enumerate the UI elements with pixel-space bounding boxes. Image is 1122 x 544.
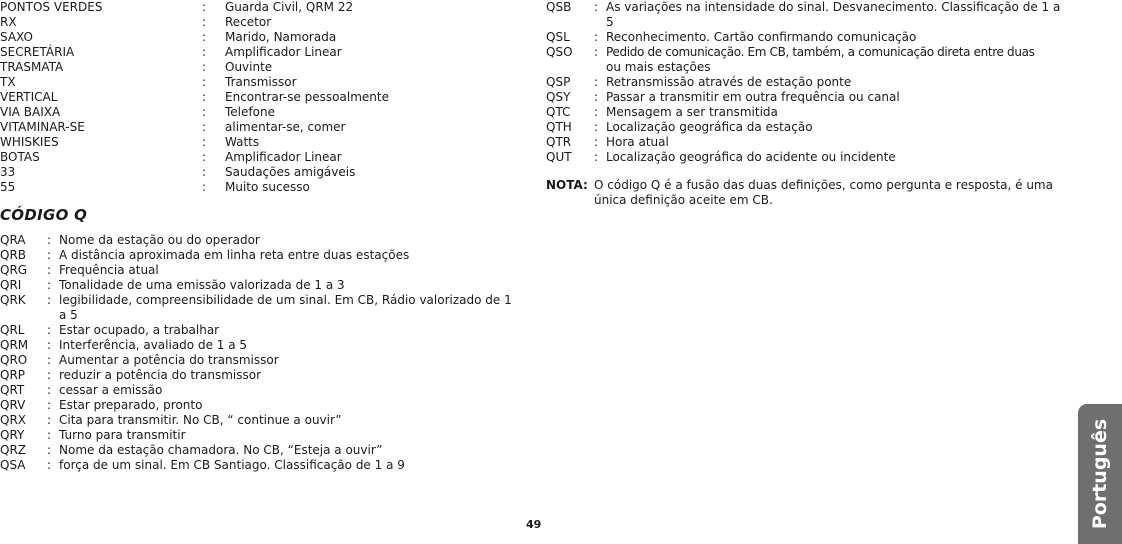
glossary-definition: Telefone xyxy=(225,105,275,119)
glossary-term: 33 xyxy=(0,165,16,179)
separator: : xyxy=(202,0,207,14)
language-label: Português xyxy=(1089,418,1111,530)
q-code-definition: Interferência, avaliado de 1 a 5 xyxy=(59,338,248,352)
q-code-definition: Cita para transmitir. No CB, “ continue a ouvir” xyxy=(59,413,342,427)
separator: : xyxy=(47,443,52,457)
q-code-definition: Pedido de comunicação. Em CB, também, a comunicação direta entre duas xyxy=(606,45,1035,59)
q-code-definition-continuation: 5 xyxy=(606,15,614,29)
q-code: QRX xyxy=(0,413,27,427)
separator: : xyxy=(202,15,207,29)
glossary-definition: Amplificador Linear xyxy=(225,150,342,164)
glossary-term: SAXO xyxy=(0,30,33,44)
q-code: QRI xyxy=(0,278,22,292)
separator: : xyxy=(47,293,52,307)
q-code: QSB xyxy=(546,0,572,14)
q-code-definition: Nome da estação ou do operador xyxy=(59,233,260,247)
q-code: QTH xyxy=(546,120,572,134)
q-code: QRB xyxy=(0,248,27,262)
q-code-definition: Aumentar a potência do transmissor xyxy=(59,353,279,367)
separator: : xyxy=(594,0,599,14)
separator: : xyxy=(594,30,599,44)
note-label: NOTA: xyxy=(546,178,588,192)
q-code: QSY xyxy=(546,90,571,104)
q-code-definition: Localização geográfica do acidente ou incidente xyxy=(606,150,896,164)
glossary-term: SECRETÁRIA xyxy=(0,45,75,59)
q-code-definition-continuation: a 5 xyxy=(59,308,78,322)
q-code: QRV xyxy=(0,398,26,412)
q-code: QRP xyxy=(0,368,26,382)
q-code-definition: Estar ocupado, a trabalhar xyxy=(59,323,220,337)
glossary-term: VIA BAIXA xyxy=(0,105,61,119)
q-code-definition: Turno para transmitir xyxy=(59,428,186,442)
glossary-term: 55 xyxy=(0,180,16,194)
q-code: QSO xyxy=(546,45,573,59)
separator: : xyxy=(47,413,52,427)
glossary-term: BOTAS xyxy=(0,150,40,164)
separator: : xyxy=(47,338,52,352)
separator: : xyxy=(47,248,52,262)
q-code-definition-continuation: ou mais estações xyxy=(606,60,711,74)
q-code: QRZ xyxy=(0,443,27,457)
q-code-definition: legibilidade, compreensibilidade de um sinal. Em CB, Rádio valorizado de 1 xyxy=(59,293,512,307)
glossary-definition: Transmissor xyxy=(225,75,297,89)
q-code: QRT xyxy=(0,383,25,397)
separator: : xyxy=(47,278,52,292)
glossary-term: VITAMINAR-SE xyxy=(0,120,85,134)
q-code-definition: Estar preparado, pronto xyxy=(59,398,203,412)
separator: : xyxy=(202,75,207,89)
q-code-definition: cessar a emissão xyxy=(59,383,163,397)
q-code: QRL xyxy=(0,323,25,337)
q-code: QSA xyxy=(0,458,26,472)
separator: : xyxy=(202,180,207,194)
separator: : xyxy=(202,105,207,119)
separator: : xyxy=(594,90,599,104)
separator: : xyxy=(47,323,52,337)
q-code-definition: A distância aproximada em linha reta entre duas estações xyxy=(59,248,410,262)
glossary-definition: Ouvinte xyxy=(225,60,273,74)
q-code-definition: As variações na intensidade do sinal. Desvanecimento. Classificação de 1 a xyxy=(606,0,1061,14)
glossary-term: WHISKIES xyxy=(0,135,59,149)
glossary-definition: Guarda Civil, QRM 22 xyxy=(225,0,354,14)
q-code-definition: Mensagem a ser transmitida xyxy=(606,105,778,119)
separator: : xyxy=(594,75,599,89)
separator: : xyxy=(594,150,599,164)
q-code-definition: reduzir a potência do transmissor xyxy=(59,368,262,382)
separator: : xyxy=(47,398,52,412)
q-code: QRA xyxy=(0,233,26,247)
q-code: QTR xyxy=(546,135,572,149)
glossary-definition: Encontrar-se pessoalmente xyxy=(225,90,389,104)
q-code: QRY xyxy=(0,428,25,442)
glossary-definition: Amplificador Linear xyxy=(225,45,342,59)
q-code-definition: Reconhecimento. Cartão confirmando comunicação xyxy=(606,30,917,44)
section-title: CÓDIGO Q xyxy=(0,206,88,224)
separator: : xyxy=(202,60,207,74)
q-code: QTC xyxy=(546,105,571,119)
glossary-definition: Muito sucesso xyxy=(225,180,310,194)
separator: : xyxy=(47,383,52,397)
glossary-term: VERTICAL xyxy=(0,90,58,104)
q-code: QSP xyxy=(546,75,571,89)
separator: : xyxy=(594,120,599,134)
glossary-definition: Saudações amigáveis xyxy=(225,165,356,179)
glossary-definition: Watts xyxy=(225,135,260,149)
glossary-term: PONTOS VERDES xyxy=(0,0,103,14)
separator: : xyxy=(202,45,207,59)
q-code-definition: força de um sinal. Em CB Santiago. Classificação de 1 a 9 xyxy=(59,458,405,472)
glossary-term: RX xyxy=(0,15,17,29)
q-code-definition: Passar a transmitir em outra frequência ou canal xyxy=(606,90,900,104)
q-code-definition: Retransmissão através de estação ponte xyxy=(606,75,852,89)
separator: : xyxy=(202,30,207,44)
separator: : xyxy=(594,45,599,59)
separator: : xyxy=(47,263,52,277)
q-code: QRK xyxy=(0,293,26,307)
q-code: QSL xyxy=(546,30,570,44)
q-code-definition: Hora atual xyxy=(606,135,669,149)
glossary-term: TRASMATA xyxy=(0,60,64,74)
separator: : xyxy=(594,135,599,149)
q-code-definition: Tonalidade de uma emissão valorizada de 1 a 3 xyxy=(59,278,345,292)
q-code-definition: Frequência atual xyxy=(59,263,159,277)
q-code: QUT xyxy=(546,150,572,164)
separator: : xyxy=(594,105,599,119)
language-tab xyxy=(1078,404,1122,544)
separator: : xyxy=(47,458,52,472)
q-code-definition: Localização geográfica da estação xyxy=(606,120,813,134)
glossary-definition: Marido, Namorada xyxy=(225,30,337,44)
q-code: QRM xyxy=(0,338,29,352)
separator: : xyxy=(202,135,207,149)
q-code: QRO xyxy=(0,353,28,367)
q-code: QRG xyxy=(0,263,28,277)
separator: : xyxy=(202,90,207,104)
separator: : xyxy=(202,120,207,134)
separator: : xyxy=(47,233,52,247)
separator: : xyxy=(47,428,52,442)
glossary-definition: alimentar-se, comer xyxy=(225,120,346,134)
separator: : xyxy=(202,165,207,179)
separator: : xyxy=(47,368,52,382)
page-number: 49 xyxy=(526,518,542,531)
separator: : xyxy=(47,353,52,367)
separator: : xyxy=(202,150,207,164)
note-text: O código Q é a fusão das duas definições, como pergunta e resposta, é uma única definição aceite em CB. xyxy=(594,178,1053,207)
glossary-term: TX xyxy=(0,75,16,89)
glossary-definition: Recetor xyxy=(225,15,272,29)
q-code-definition: Nome da estação chamadora. No CB, “Esteja a ouvir” xyxy=(59,443,383,457)
